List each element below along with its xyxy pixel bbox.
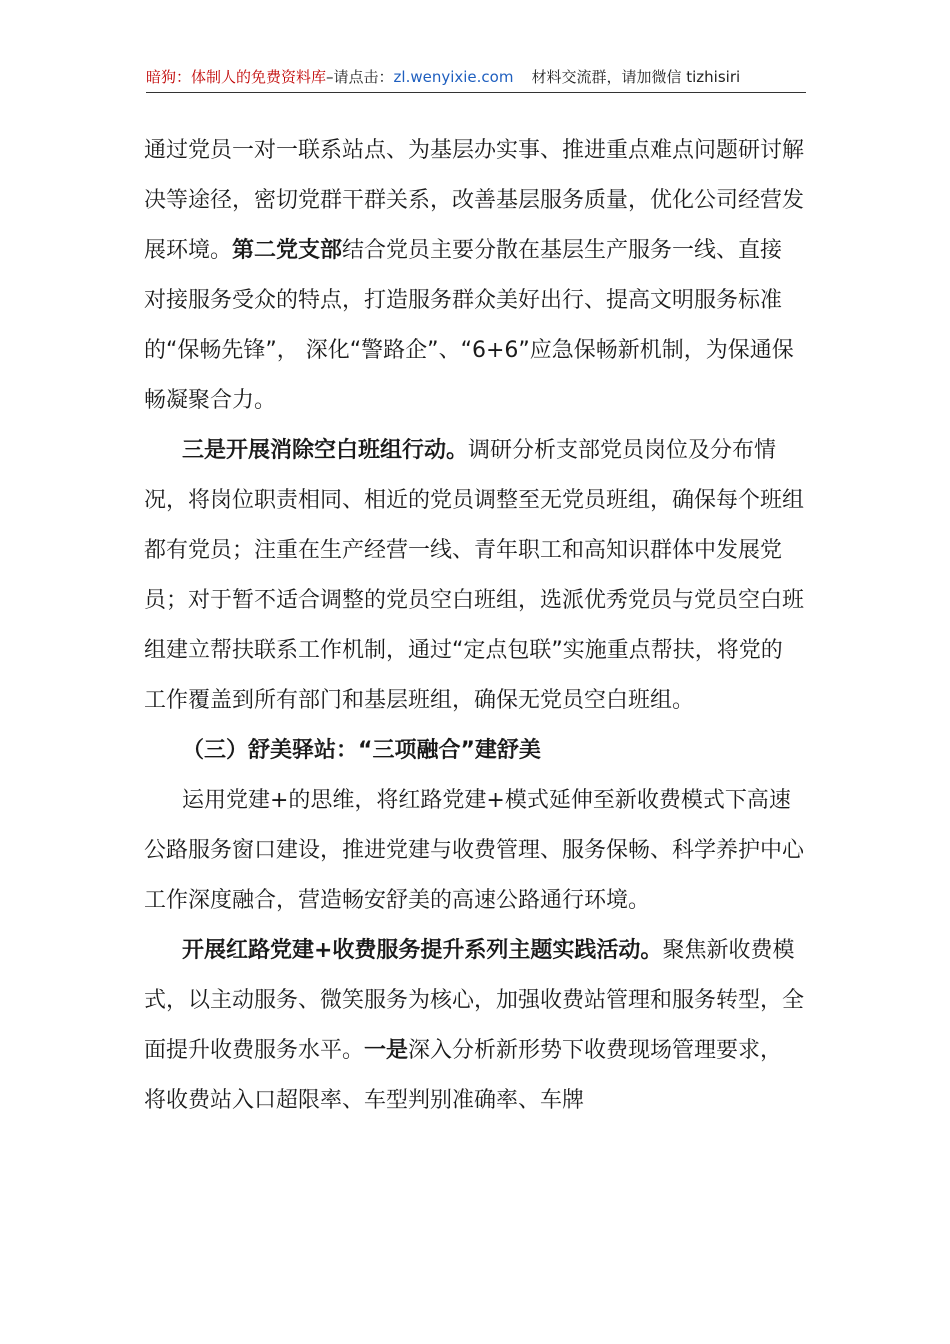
p4-text-1: 聚焦新收费模式，以主动服务、微笑服务为核心，加强收费站管理和服务转型，全面提升收费服务水平。 bbox=[144, 938, 805, 1063]
p1-text-1: 通过党员一对一联系站点、为基层办实事、推进重点难点问题研讨解决等途径，密切党群干群关系，改善基层服务质量，优化公司经营发展环境。 bbox=[144, 138, 805, 263]
paragraph-2 bbox=[144, 426, 804, 726]
document-body bbox=[144, 126, 804, 1126]
p3-text-1: 运用党建+的思维，将红路党建+模式延伸至新收费模式下高速公路服务窗口建设，推进党建与收费管理、服务保畅、科学养护中心工作深度融合，营造畅安舒美的高速公路通行环境。 bbox=[144, 788, 805, 913]
header-link[interactable]: zl.wenyixie.com bbox=[393, 68, 514, 86]
page-header bbox=[146, 66, 806, 93]
p2-bold-1: 三是开展消除空白班组行动。 bbox=[182, 438, 469, 463]
header-prompt: –请点击： bbox=[326, 68, 394, 86]
p1-bold-1: 第二党支部 bbox=[232, 238, 343, 263]
p4-bold-2: 一是 bbox=[364, 1038, 409, 1063]
p2-text-1: 调研分析支部党员岗位及分布情况，将岗位职责相同、相近的党员调整至无党员班组，确保每个班组都有党员；注重在生产经营一线、青年职工和高知识群体中发展党员；对于暂不适合调整的党员空白班组，选派优秀党员与党员空白班组建立帮扶联系工作机制，通过“定点包联”实施重点帮扶，将党的工作覆盖到所有部门和基层班组，确保无党员空白班组。 bbox=[144, 438, 805, 713]
section-heading bbox=[144, 726, 804, 776]
p4-bold-1: 开展红路党建+收费服务提升系列主题实践活动。 bbox=[182, 938, 663, 963]
paragraph-3 bbox=[144, 776, 804, 926]
header-contact: 材料交流群，请加微信 tizhisiri bbox=[531, 68, 741, 86]
p1-text-2: 结合党员主要分散在基层生产服务一线、直接对接服务受众的特点，打造服务群众美好出行、提高文明服务标准的“保畅先锋”， 深化“警路企”、“6+6”应急保畅新机制，为保通保畅凝聚合力。 bbox=[144, 238, 794, 413]
paragraph-4 bbox=[144, 926, 804, 1126]
p4-text-2: 深入分析新形势下收费现场管理要求，将收费站入口超限率、车型判别准确率、车牌 bbox=[144, 1038, 783, 1113]
heading-text: （三）舒美驿站：“三项融合”建舒美 bbox=[182, 738, 541, 763]
paragraph-1 bbox=[144, 126, 804, 426]
header-brand: 暗狗：体制人的免费资料库 bbox=[146, 68, 327, 86]
